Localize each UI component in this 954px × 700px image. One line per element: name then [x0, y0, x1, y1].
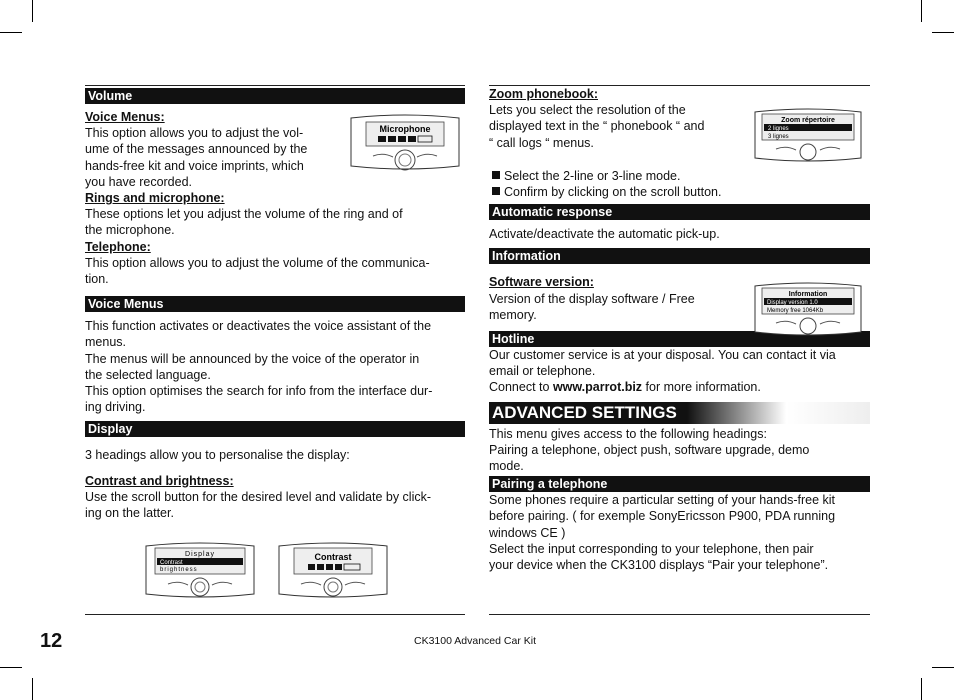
hotline-heading: Hotline — [489, 331, 870, 347]
pairing-line: your device when the CK3100 displays “Pair your telephone”. — [489, 558, 829, 573]
zoom-line: displayed text in the “ phonebook “ and — [489, 119, 705, 134]
device-information-illustration — [752, 280, 864, 338]
zoom-bullet: Select the 2-line or 3-line mode. — [489, 168, 870, 184]
voice-menus-line: This option allows you to adjust the vol- — [85, 126, 304, 141]
information-heading: Information — [489, 248, 870, 264]
zoom-line: “ call logs “ menus. — [489, 135, 594, 150]
voice-menus-line: you have recorded. — [85, 174, 193, 189]
hotline-connect — [489, 379, 870, 395]
telephone-line: tion. — [85, 272, 109, 287]
voice-menus-line: ume of the messages announced by the — [85, 142, 308, 157]
footer-product: CK3100 Advanced Car Kit — [414, 635, 536, 647]
software-version-subtitle: Software version: — [489, 275, 594, 290]
zoom-screen-option: 3 lignes — [768, 134, 789, 140]
advanced-settings-heading: ADVANCED SETTINGS — [489, 402, 870, 424]
voice-menus-line: hands-free kit and voice imprints, which — [85, 158, 304, 173]
rings-line: These options let you adjust the volume of the ring and of — [85, 207, 403, 222]
parrot-link[interactable]: www.parrot.biz — [552, 380, 643, 395]
crop-mark — [0, 667, 22, 668]
crop-mark — [32, 0, 33, 22]
device-zoom-illustration — [752, 106, 864, 164]
page-number: 12 — [40, 630, 63, 652]
zoom-screen-selected: 2 lignes — [768, 126, 789, 132]
display-heading: Display — [85, 421, 465, 437]
display-screen-option: brightness — [160, 567, 198, 573]
voice-menus-text: The menus will be announced by the voice of the operator in — [85, 351, 420, 366]
hotline-line: Our customer service is at your disposal. You can contact it via — [489, 348, 836, 363]
information-screen-title: Information — [788, 291, 828, 298]
advanced-line: This menu gives access to the following headings: — [489, 426, 767, 441]
telephone-line: This option allows you to adjust the volume of the communica- — [85, 255, 430, 270]
voice-menus-text: menus. — [85, 335, 126, 350]
bottom-rule-left — [85, 614, 465, 615]
pairing-line: Some phones require a particular setting of your hands-free kit — [489, 493, 836, 508]
top-rule-left — [85, 85, 465, 86]
pairing-line: Select the input corresponding to your telephone, then pair — [489, 541, 814, 556]
zoom-line: Lets you select the resolution of the — [489, 103, 686, 118]
hotline-connect-suffix: for more information. — [642, 380, 761, 395]
crop-mark — [932, 32, 954, 33]
bottom-rule-right — [489, 614, 870, 615]
information-screen-selected: Display version 1.0 — [767, 300, 818, 306]
advanced-line: Pairing a telephone, object push, software upgrade, demo — [489, 442, 810, 457]
device-contrast-illustration — [276, 540, 390, 600]
crop-mark — [921, 678, 922, 700]
software-version-line: memory. — [489, 307, 537, 322]
automatic-response-text: Activate/deactivate the automatic pick-up. — [489, 227, 720, 242]
rings-line: the microphone. — [85, 223, 175, 238]
pairing-heading: Pairing a telephone — [489, 476, 870, 492]
advanced-line: mode. — [489, 459, 524, 474]
hotline-connect-prefix: Connect to — [489, 380, 553, 395]
voice-menus-text: This function activates or deactivates the voice assistant of the — [85, 319, 432, 334]
telephone-subtitle: Telephone: — [85, 239, 151, 254]
crop-mark — [0, 32, 22, 33]
zoom-subtitle: Zoom phonebook: — [489, 87, 599, 101]
voice-menus-subtitle: Voice Menus: — [85, 110, 165, 124]
zoom-screen-title: Zoom répertoire — [781, 117, 835, 124]
voice-menus-text: the selected language. — [85, 367, 211, 382]
device-display-menu-illustration — [143, 540, 257, 600]
contrast-line: Use the scroll button for the desired level and validate by click- — [85, 489, 432, 504]
voice-menus-text: ing driving. — [85, 400, 146, 415]
device-microphone-illustration — [348, 112, 462, 172]
display-intro: 3 headings allow you to personalise the display: — [85, 448, 350, 463]
voice-menus-heading: Voice Menus — [85, 296, 465, 312]
crop-mark — [32, 678, 33, 700]
display-screen-selected: Contrast — [160, 560, 183, 566]
automatic-response-heading: Automatic response — [489, 204, 870, 220]
contrast-screen-label: Contrast — [314, 552, 352, 562]
crop-mark — [932, 667, 954, 668]
pairing-line: windows CE ) — [489, 525, 566, 540]
pairing-line: before pairing. ( for exemple SonyEricsson P900, PDA running — [489, 509, 836, 524]
information-screen-option: Memory free 1064Kb — [767, 308, 824, 314]
contrast-subtitle: Contrast and brightness: — [85, 473, 234, 488]
volume-heading: Volume — [85, 88, 465, 104]
microphone-screen-label: Microphone — [379, 124, 431, 134]
hotline-line: email or telephone. — [489, 364, 596, 379]
contrast-line: ing on the latter. — [85, 506, 174, 521]
display-screen-title: Display — [185, 551, 215, 558]
rings-subtitle: Rings and microphone: — [85, 191, 225, 206]
voice-menus-text: This option optimises the search for info from the interface dur- — [85, 384, 433, 399]
crop-mark — [921, 0, 922, 22]
zoom-bullet: Confirm by clicking on the scroll button. — [489, 184, 870, 200]
software-version-line: Version of the display software / Free — [489, 291, 695, 306]
